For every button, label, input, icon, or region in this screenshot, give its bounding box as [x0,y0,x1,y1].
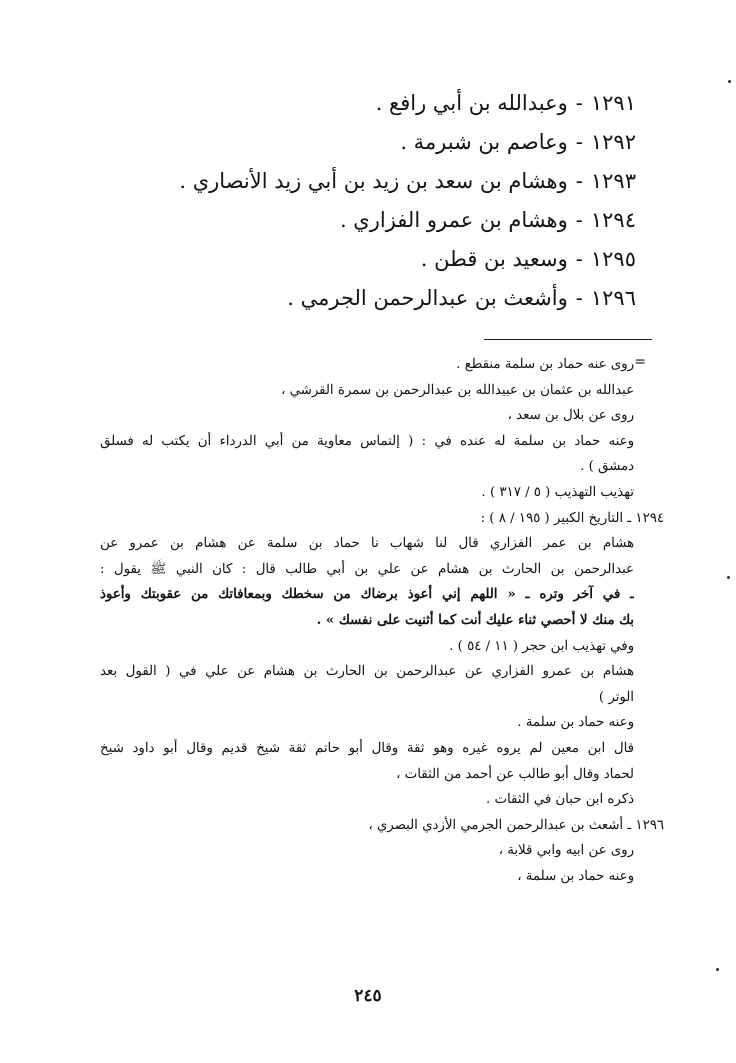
footnote-line: عبدالله بن عثمان بن عبيدالله بن عبدالرحمن بن سمرة القرشي ، [281,382,634,398]
hadith-text: بك منك لا أحصي ثناء عليك أنت كما أثنيت على نفسك » . [316,612,634,628]
footnote-heading: ١٢٩٦ ـ أشعث بن عبدالرحمن الجرمي الأزدي البصري ، [368,817,664,833]
entry-number: ١٢٩٥ [590,247,636,271]
footnotes [100,352,664,889]
entry-dash: - [575,91,583,115]
footnote-line: وفي تهذيب ابن حجر ( ١١ / ٥٤ ) . [449,638,634,654]
entry-text: وهشام بن عمرو الفزاري . [339,208,568,232]
footnote-line: عبدالرحمن بن الحارث بن هشام عن علي بن أبي طالب قال : كان النبي ﷺ يقول : [100,561,634,577]
narrator-entry [40,84,636,123]
entry-dash: - [575,130,583,154]
entry-number: ١٢٩٤ [590,208,636,232]
entry-text: وهشام بن سعد بن زيد بن أبي زيد الأنصاري . [179,169,568,193]
narrator-entry [40,162,636,201]
scan-speck [716,968,719,971]
narrator-entry [40,123,636,162]
entry-number: ١٢٩٣ [590,169,636,193]
footnote-line: الوتر ) [598,689,634,705]
narrator-list [40,84,636,318]
scan-speck [728,80,731,83]
entry-dash: - [575,169,583,193]
footnote-heading: ١٢٩٤ ـ التاريخ الكبير ( ١٩٥ / ٨ ) : [480,510,664,526]
footnote-line: روى عن ابيه وابي قلابة ، [498,843,634,859]
hadith-text: ـ في آخر وتره ـ « اللهم إني أعوذ برضاك من سخطك وبمعافاتك من عقوبتك وأعوذ [100,587,634,603]
footnote-line: ذكره ابن حبان في الثقات . [486,792,634,808]
entry-number: ١٢٩١ [590,91,636,115]
entry-number: ١٢٩٦ [590,286,636,310]
entry-dash: - [575,286,583,310]
footnote-line: وعنه حماد بن سلمة له عنده في : ( إلتماس معاوية من أبي الدرداء أن يكتب له فسلق [100,433,634,449]
entry-dash: - [575,247,583,271]
entry-dash: - [575,208,583,232]
narrator-entry [40,201,636,240]
entry-text: وأشعث بن عبدالرحمن الجرمي . [287,286,568,310]
footnote-separator [484,339,652,340]
footnote-line: هشام بن عمر الفزاري قال لنا شهاب نا حماد بن سلمة عن هشام بن عمرو عن [100,536,634,552]
footnote-line: قال ابن معين لم يروه غيره وهو ثقة وقال أبو حاتم ثقة شيخ قديم وقال أبو داود شيخ [100,740,634,756]
footnote-line: وعنه حماد بن سلمة . [517,715,634,731]
footnote-line: روى عن بلال بن سعد ، [507,408,634,424]
entry-text: وعبدالله بن أبي رافع . [375,91,568,115]
footnote-continuation-marker: = [634,354,646,370]
narrator-entry [40,240,636,279]
footnote-line: هشام بن عمرو الفزاري عن عبدالرحمن بن الحارث بن هشام عن علي في ( القول بعد [100,664,634,680]
entry-number: ١٢٩٢ [590,130,636,154]
narrator-entry [40,279,636,318]
entry-text: وسعيد بن قطن . [420,247,568,271]
footnote-line: لحماد وقال أبو طالب عن أحمد من الثقات ، [396,766,634,782]
entry-text: وعاصم بن شبرمة . [400,130,568,154]
footnote-line: تهذيب التهذيب ( ٥ / ٣١٧ ) . [481,484,634,500]
footnote-line: روى عنه حماد بن سلمة منقطع . [456,357,634,372]
scan-speck [727,576,730,579]
footnote-line: وعنه حماد بن سلمة ، [517,868,634,884]
page-number: ٢٤٥ [354,986,382,1006]
footnote-line: دمشق ) . [580,459,634,475]
